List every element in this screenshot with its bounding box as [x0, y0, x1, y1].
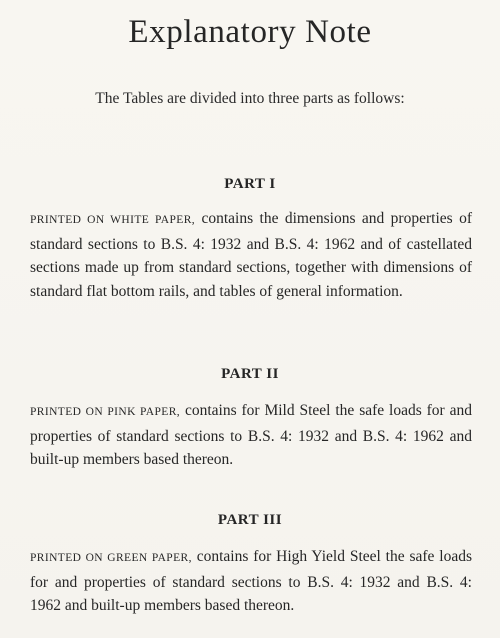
page-title: Explanatory Note [128, 14, 372, 50]
part-3-body: contains for High Yield Steel the safe loads for and properties of standard sections to B.S. 4: 1932 and B.S. 4: 1962 and built-up members based thereon. [30, 548, 472, 614]
part-3-lead: PRINTED ON GREEN PAPER, [30, 552, 192, 564]
part-1-lead: PRINTED ON WHITE PAPER, [30, 214, 196, 226]
part-2-text [30, 399, 472, 472]
part-2-heading: PART II [221, 366, 279, 382]
part-1-heading: PART I [224, 176, 276, 192]
part-3-text [30, 545, 472, 618]
part-2-lead: PRINTED ON PINK PAPER, [30, 406, 181, 418]
part-3-heading: PART III [217, 512, 283, 528]
intro-text: The Tables are divided into three parts as follows: [95, 90, 405, 107]
part-1-text [30, 207, 472, 303]
part-1-body: contains the dimensions and properties of standard sections to B.S. 4: 1932 and B.S. 4: 1962 and of castellated sections made up from standard sections, together with dimensions of standard flat bottom rails, and tables of general information. [30, 210, 472, 300]
part-2-body: contains for Mild Steel the safe loads for and properties of standard sections to B.S. 4: 1932 and B.S. 4: 1962 and built-up members based thereon. [30, 402, 472, 468]
